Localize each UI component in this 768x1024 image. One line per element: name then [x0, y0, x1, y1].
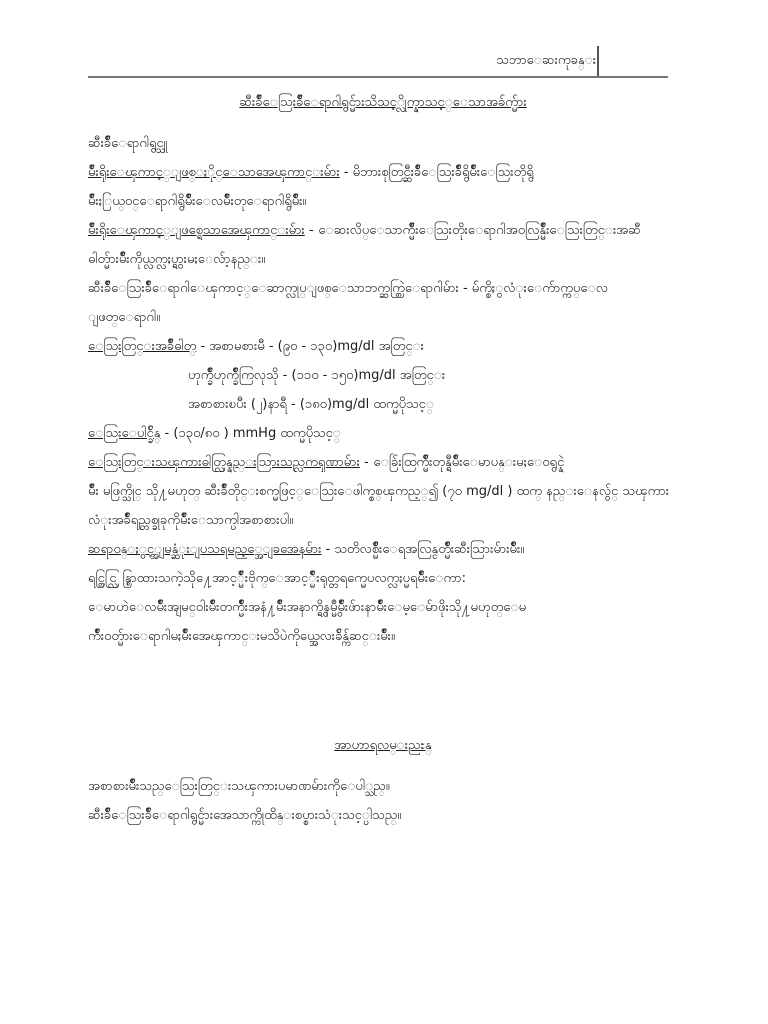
- paragraph-hypoglycemia-signs: [88, 448, 678, 477]
- paragraph-blood-pressure: [88, 419, 678, 448]
- header-horizontal-rule: [88, 76, 668, 78]
- section-spacer: [88, 651, 678, 737]
- paragraph-hereditary-causes: [88, 158, 678, 187]
- hereditary-causes-text: - မိဘားစုတြင္ဆီးခ်ိဳေသြးခ်ိဳရွိမ်ဳိးေသြးတိုရွိ: [339, 165, 534, 180]
- paragraph-diet-1: အစာစားမ်ဳိးသည္ေသြးတြင္းသၾကားပမာဏမ်ားကိုေပါ္သည္။: [88, 779, 390, 794]
- paragraph-hypoglycemia-cont-1: မ်ဳိး မဖြက္သိုင္ သို႔မဟုတ္ ဆီးခ်ိဳတိုင္းစက္မဖြင့္ေသြးေဖါက္စစ္ၾကည့္၍ (၇၀ mg/dl ) ထက္ နည္းေနလွ်င္ သၾကား: [88, 484, 670, 499]
- hypoglycemia-label: ေသြးတြင္းသၾကားဓါတ္လြန္နည္းသြားသည္လကၡဏာမ်ား: [88, 455, 360, 470]
- risk-causes-label: မ်ိဳးရိုးေၾကာင့္ျဖစ္ရေသာအေၾကာင္းမ်ား: [88, 223, 305, 238]
- header-vertical-rule: [597, 46, 599, 76]
- paragraph-risk-causes-cont: ဓါတ္မ်ားမ်ဳိးကိုယ္လက္လႈပ္ရွားမႈေလ်ာ့နည္း။: [88, 252, 266, 267]
- blood-pressure-label: ေသြးေပါင္ခ်ိန္: [88, 426, 161, 441]
- header-document-title: သဘာေဆးကုခန္း: [496, 53, 596, 68]
- blood-pressure-text: - (၁၃၀/၈၀ ) mmHg ထက္မပိုသင့္: [160, 426, 341, 441]
- paragraph-blood-sugar-bedtime: ဟုက္ခ်ိဳဟုက္ခ်ိဳကြလုသို - (၁၁၀ - ၁၅၀)mg/dl အတြင္း: [188, 368, 446, 383]
- page-header: [0, 0, 768, 80]
- risk-causes-text: - ေဆးလိပ္ေသာက္မ်ဳိးေသြးတိုးေရာဂါအဝလြန္မ်ဳိးေသြးတြင္းအဆီ: [304, 223, 641, 238]
- paragraph-emergency-cont-2: ေမာဟဲေလမ်ဳိးအျမင္ဝါးမ်ဳိးတက္မ်ဳိးအနံ႔မ်ဳိးအနာက္ရွိနမ္မွဳမ်ဳိးဖ်ားနာမ်ဳိးေမ့ေမ်ာဖိုးသို႔မဟုတ္ေမ: [88, 600, 527, 615]
- hypoglycemia-text: - ေခ်ြးထြက္မ်ဳိးတုန္ရီမ်ဳိးေမာပန္းမႈေဝရွင္နဲ: [359, 455, 565, 470]
- paragraph-intro: ဆီးခ်ိဳေရာဂါရွင္သူ: [88, 136, 168, 151]
- paragraph-blood-sugar-after-meal: အစာစားၿပီး (၂)နာရီ - (၁၈၀)mg/dl ထက္မပိုသင့္: [188, 397, 434, 412]
- paragraph-hereditary-causes-cont: မ်ဳိးႏြယ္ဝင္ေရာဂါရွိမ်ိဳးေလမ်ဳိးတုေရာဂါရွိမ်ဳိး။: [88, 194, 307, 209]
- paragraph-risk-causes: [88, 216, 678, 245]
- article-title: ဆီးခ်ိဳေသြးခ်ိဳေရာဂါရွင္မ်ားသိသင့္လိုက္နာသင့္ေသာအခ်က္မ်ား: [239, 95, 527, 110]
- paragraph-hypoglycemia-cont-2: လံုးအခ်ိဳရည္တစ္ခုခုကိုမ်ဳိးေသာက္ပါအစာစားပါ။: [88, 513, 294, 528]
- blood-sugar-label: ေသြးတြင္းအခ်ိဳဓါတ္: [88, 339, 197, 354]
- paragraph-emergency-signs: [88, 535, 678, 564]
- emergency-text: - သတိလစ္မ်ဳိးေရအလြန္ငတ္မ်ဳိးဆီးသြားမ်ားမ်ဳိး။: [321, 542, 525, 557]
- emergency-label: ဆရာဝန္ႏွင့္အျမန္ဆံုးျပသရမည့္အေျခအေနမ်ား: [88, 542, 322, 557]
- blood-sugar-fasting-text: - အစာမစားမီ - (၉၀ - ၁၃၀)mg/dl အတြင္း: [196, 339, 424, 354]
- paragraph-emergency-cont-1: ရင္တြင္လြန္စြာထားသကဲ့သို႔ေအာင့္မ်ဳိးဗိုက္ေအာင့္မ်ဳိးရုတ္တရက္မေပလက္လႈပ္မရမ်ဳိးေကာ:: [88, 571, 466, 586]
- diet-section-title: အာဟာရလမ္းညႊန္: [334, 738, 432, 753]
- document-body: [88, 94, 678, 830]
- paragraph-emergency-cont-3: က်ဳိးဝတ္မ်ားေရာဂါမႈမ်ဳိးအေၾကာင္းမသိပဲကိုယ္အေလးခ်ိန္က်ဆင္းမ်ဳိး။: [88, 629, 395, 644]
- paragraph-complications-cont: ျဖတ္ေရာဂါ။: [88, 310, 161, 325]
- hereditary-causes-label: မ်ိဳးရိုးေၾကာင့္ျဖစ္ႏိုင္ေသာအေၾကာင္းမ်ား: [88, 165, 340, 180]
- paragraph-blood-sugar-fasting: [88, 332, 678, 361]
- paragraph-complications: ဆီးခ်ိဳေသြးခ်ိဳေရာဂါေၾကာင့္ေဆာက္လုပ္ျဖစ္ေသာဘက္ဆက္တြဲေရာဂါမ်ား - မ်က္စိႏွလံုးေက်ာက္ကပ္ေလ: [88, 281, 608, 296]
- paragraph-diet-2: ဆီးခ်ိဳေသြးခ်ိဳေရာဂါရွင္မ်ားအေသာက္ကိုထိန္းစပ္စားသံုးသင့္ပါသည္။: [88, 808, 402, 823]
